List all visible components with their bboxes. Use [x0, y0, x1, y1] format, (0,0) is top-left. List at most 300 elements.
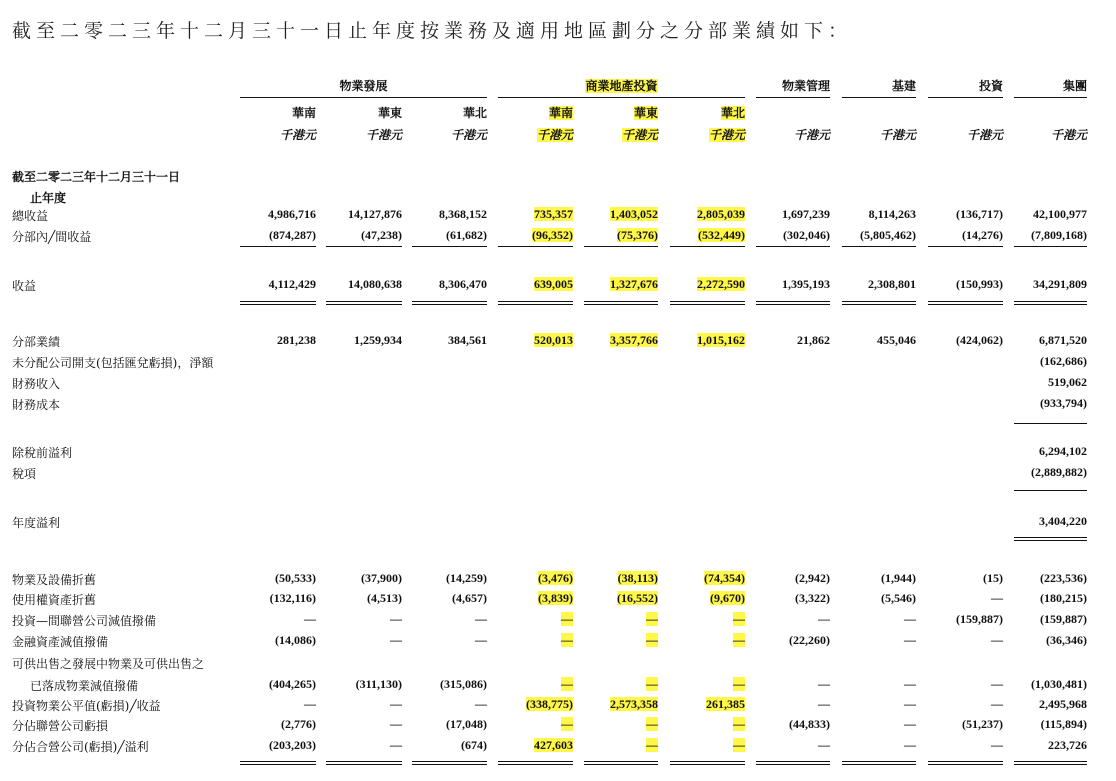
cell-value: — [904, 677, 916, 691]
unit-label: 千港元 [1050, 128, 1087, 142]
table-cell [659, 277, 745, 292]
cell-value: (3,322) [795, 591, 830, 605]
table-cell [487, 738, 573, 753]
cell-value: (47,238) [361, 228, 402, 242]
cell-value: — [646, 738, 658, 752]
cell-value: (315,086) [440, 677, 487, 691]
table-cell [401, 571, 487, 586]
table-cell [572, 228, 658, 243]
unit-header [830, 126, 916, 143]
region-header [487, 104, 573, 121]
cell-value: 3,404,220 [1039, 514, 1087, 528]
table-cell [917, 677, 1003, 692]
cell-value: (159,887) [956, 612, 1003, 626]
cell-value: (7,809,168) [1031, 228, 1087, 242]
cell-value: (22,260) [789, 633, 830, 647]
table-cell [659, 207, 745, 222]
table-cell [744, 333, 830, 348]
table-cell [830, 633, 916, 648]
table-cell [744, 571, 830, 586]
region-label: 華北 [720, 106, 745, 120]
cell-value: — [561, 612, 573, 626]
cell-value: (4,513) [367, 591, 402, 605]
region-header [401, 104, 487, 121]
cell-value: 8,306,470 [439, 277, 487, 291]
table-cell [744, 717, 830, 732]
cell-value: 2,308,801 [868, 277, 916, 291]
region-header [316, 104, 402, 121]
cell-value: 1,015,162 [697, 333, 745, 347]
unit-header [917, 126, 1003, 143]
cell-value: — [904, 717, 916, 731]
column-rule [928, 301, 1003, 305]
cell-value: — [991, 591, 1003, 605]
cell-value: (14,259) [446, 571, 487, 585]
table-cell [659, 228, 745, 243]
group-header [928, 77, 1003, 94]
table-cell [230, 697, 316, 712]
group-rule [240, 97, 487, 98]
row-label-profit-for-year: 年度溢利 [12, 516, 61, 530]
row-label-unallocated-expenses: 未分配公司開支(包括匯兌虧損)，淨額 [12, 356, 214, 370]
cell-value: 639,005 [534, 277, 573, 291]
group-rule [756, 97, 830, 98]
row-label-segment-results: 分部業績 [12, 335, 61, 349]
cell-value: — [475, 633, 487, 647]
column-rule [326, 761, 402, 765]
row-label-rou-depreciation: 使用權資產折舊 [12, 593, 97, 607]
unit-header [572, 126, 658, 143]
table-cell [830, 228, 916, 243]
cell-value: — [561, 717, 573, 731]
column-rule [842, 301, 916, 305]
group-header-label: 基建 [891, 79, 916, 93]
table-cell [1001, 697, 1087, 712]
table-cell [659, 571, 745, 586]
cell-value: (1,944) [881, 571, 916, 585]
cell-value: (674) [461, 738, 487, 752]
table-cell [917, 571, 1003, 586]
cell-value: (933,794) [1040, 396, 1087, 410]
cell-value: 2,805,039 [697, 207, 745, 221]
column-rule [240, 301, 316, 305]
cell-value: 2,573,358 [610, 697, 658, 711]
cell-value: 1,697,239 [782, 207, 830, 221]
table-cell [659, 333, 745, 348]
cell-value: — [904, 633, 916, 647]
table-cell [401, 612, 487, 627]
group-header-label: 物業管理 [781, 79, 830, 93]
table-cell [1001, 396, 1087, 411]
cell-value: 1,403,052 [610, 207, 658, 221]
table-cell [230, 333, 316, 348]
cell-value: (2,776) [281, 717, 316, 731]
cell-value: 223,726 [1048, 738, 1087, 752]
table-cell [659, 677, 745, 692]
column-rule [326, 301, 402, 305]
group-header-label: 物業發展 [339, 79, 388, 93]
row-label-tax: 稅項 [12, 467, 37, 481]
table-cell [230, 612, 316, 627]
table-cell [744, 612, 830, 627]
column-rule [756, 301, 830, 305]
cell-value: — [991, 738, 1003, 752]
group-header [498, 77, 745, 94]
cell-value: — [390, 697, 402, 711]
region-header [230, 104, 316, 121]
column-rule [1014, 301, 1087, 305]
unit-header [316, 126, 402, 143]
table-cell [487, 333, 573, 348]
region-header [659, 104, 745, 121]
table-cell [659, 633, 745, 648]
table-cell [316, 228, 402, 243]
column-rule [670, 301, 745, 305]
row-label-finance-income: 財務收入 [12, 377, 61, 391]
table-cell [830, 612, 916, 627]
unit-label: 千港元 [966, 128, 1003, 142]
group-rule [928, 97, 1003, 98]
group-header-label: 集團 [1062, 79, 1087, 93]
cell-value: — [646, 717, 658, 731]
unit-header [744, 126, 830, 143]
row-label-total-revenue: 總收益 [12, 209, 49, 223]
unit-label: 千港元 [450, 128, 487, 142]
cell-value: 2,272,590 [697, 277, 745, 291]
cell-value: — [733, 612, 745, 626]
column-rule [240, 246, 316, 247]
table-cell [230, 633, 316, 648]
table-cell [316, 571, 402, 586]
cell-value: (1,030,481) [1031, 677, 1087, 691]
region-label: 華南 [548, 106, 573, 120]
cell-value: — [818, 697, 830, 711]
table-cell [316, 591, 402, 606]
group-header [240, 77, 487, 94]
table-cell [917, 697, 1003, 712]
unit-header [1001, 126, 1087, 143]
group-header [1014, 77, 1087, 94]
table-cell [1001, 514, 1087, 529]
unit-label: 千港元 [365, 128, 402, 142]
table-cell [1001, 228, 1087, 243]
cell-value: — [904, 738, 916, 752]
page-title: 截至二零二三年十二月三十一日止年度按業務及適用地區劃分之分部業績如下： [12, 20, 853, 42]
table-cell [917, 591, 1003, 606]
table-cell [572, 697, 658, 712]
cell-value: — [390, 612, 402, 626]
unit-header [659, 126, 745, 143]
column-rule [670, 761, 745, 765]
cell-value: (874,287) [269, 228, 316, 242]
cell-value: 1,259,934 [354, 333, 402, 347]
cell-value: 8,114,263 [868, 207, 916, 221]
cell-value: (37,900) [361, 571, 402, 585]
table-cell [487, 612, 573, 627]
column-rule [412, 301, 487, 305]
column-rule [1014, 537, 1087, 541]
region-label: 華東 [633, 106, 658, 120]
table-cell [230, 277, 316, 292]
table-cell [572, 207, 658, 222]
table-cell [487, 591, 573, 606]
table-cell [917, 228, 1003, 243]
table-cell [401, 333, 487, 348]
table-cell [401, 717, 487, 732]
cell-value: (115,894) [1040, 717, 1087, 731]
table-cell [744, 228, 830, 243]
table-cell [487, 207, 573, 222]
cell-value: (2,942) [795, 571, 830, 585]
table-cell [401, 207, 487, 222]
cell-value: 455,046 [877, 333, 916, 347]
table-cell [572, 633, 658, 648]
table-cell [487, 571, 573, 586]
table-cell [830, 333, 916, 348]
table-cell [572, 571, 658, 586]
table-cell [659, 738, 745, 753]
column-rule [1014, 246, 1087, 247]
region-header [572, 104, 658, 121]
table-cell [487, 717, 573, 732]
cell-value: (17,048) [446, 717, 487, 731]
table-cell [401, 591, 487, 606]
cell-value: (3,476) [538, 571, 573, 585]
table-cell [917, 612, 1003, 627]
cell-value: — [390, 738, 402, 752]
table-cell [487, 697, 573, 712]
row-label-share-of-joint-ventures: 分佔合營公司(虧損)╱溢利 [12, 740, 149, 754]
table-cell [917, 207, 1003, 222]
table-cell [744, 738, 830, 753]
row-label-revenue: 收益 [12, 279, 37, 293]
table-cell [572, 677, 658, 692]
cell-value: (75,376) [617, 228, 658, 242]
cell-value: 261,385 [706, 697, 745, 711]
table-cell [316, 207, 402, 222]
cell-value: 6,294,102 [1039, 444, 1087, 458]
cell-value: — [304, 612, 316, 626]
column-rule [928, 761, 1003, 765]
cell-value: — [818, 612, 830, 626]
cell-value: 1,395,193 [782, 277, 830, 291]
column-rule [584, 761, 658, 765]
cell-value: (96,352) [532, 228, 573, 242]
table-cell [744, 277, 830, 292]
table-cell [316, 612, 402, 627]
row-label-associate-impairment: 投資—間聯營公司減值撥備 [12, 614, 157, 628]
group-header-label: 商業地產投資 [585, 79, 658, 93]
table-cell [744, 207, 830, 222]
cell-value: — [733, 717, 745, 731]
table-cell [659, 591, 745, 606]
column-rule [756, 246, 830, 247]
cell-value: (51,237) [962, 717, 1003, 731]
table-cell [401, 677, 487, 692]
table-cell [744, 697, 830, 712]
period-label: 截至二零二三年十二月三十一日 [12, 170, 181, 184]
table-cell [487, 228, 573, 243]
column-rule [842, 246, 916, 247]
table-cell [487, 633, 573, 648]
cell-value: 34,291,809 [1033, 277, 1087, 291]
unit-label: 千港元 [536, 128, 573, 142]
cell-value: — [733, 677, 745, 691]
cell-value: — [475, 697, 487, 711]
cell-value: (36,346) [1046, 633, 1087, 647]
table-cell [830, 277, 916, 292]
unit-label: 千港元 [793, 128, 830, 142]
column-rule [584, 301, 658, 305]
table-cell [401, 697, 487, 712]
cell-value: (16,552) [617, 591, 658, 605]
cell-value: (404,265) [269, 677, 316, 691]
table-cell [830, 738, 916, 753]
table-cell [1001, 677, 1087, 692]
cell-value: (424,062) [956, 333, 1003, 347]
table-cell [917, 277, 1003, 292]
cell-value: (5,546) [881, 591, 916, 605]
table-cell [230, 591, 316, 606]
table-cell [230, 207, 316, 222]
table-cell [744, 677, 830, 692]
cell-value: — [991, 677, 1003, 691]
table-cell [830, 571, 916, 586]
table-cell [1001, 375, 1087, 390]
table-cell [487, 277, 573, 292]
row-label-investment-property-fv: 投資物業公平值(虧損)╱收益 [12, 699, 161, 713]
table-cell [1001, 465, 1087, 480]
table-cell [1001, 277, 1087, 292]
row-label-share-of-associates: 分佔聯營公司虧損 [12, 719, 109, 733]
table-cell [830, 207, 916, 222]
cell-value: — [991, 633, 1003, 647]
table-cell [230, 717, 316, 732]
table-cell [1001, 333, 1087, 348]
table-cell [401, 228, 487, 243]
column-rule [498, 761, 573, 765]
cell-value: — [646, 612, 658, 626]
cell-value: (159,887) [1040, 612, 1087, 626]
cell-value: (136,717) [956, 207, 1003, 221]
table-cell [1001, 354, 1087, 369]
region-label: 華南 [291, 106, 316, 120]
table-cell [917, 333, 1003, 348]
table-cell [572, 333, 658, 348]
table-cell [230, 738, 316, 753]
cell-value: 14,127,876 [348, 207, 402, 221]
table-cell [830, 697, 916, 712]
column-rule [240, 761, 316, 765]
table-cell [1001, 207, 1087, 222]
unit-label: 千港元 [279, 128, 316, 142]
row-label-properties-impairment-line2: 已落成物業減值撥備 [30, 679, 139, 693]
region-label: 華北 [462, 106, 487, 120]
unit-label: 千港元 [879, 128, 916, 142]
cell-value: 735,357 [534, 207, 573, 221]
cell-value: — [475, 612, 487, 626]
table-cell [316, 697, 402, 712]
table-cell [1001, 633, 1087, 648]
cell-value: — [904, 612, 916, 626]
table-cell [830, 591, 916, 606]
unit-label: 千港元 [708, 128, 745, 142]
cell-value: (44,833) [789, 717, 830, 731]
cell-value: — [818, 738, 830, 752]
cell-value: — [733, 633, 745, 647]
cell-value: (74,354) [704, 571, 745, 585]
cell-value: (338,775) [526, 697, 573, 711]
table-cell [572, 717, 658, 732]
table-cell [917, 738, 1003, 753]
cell-value: (38,113) [617, 571, 658, 585]
group-header [756, 77, 830, 94]
cell-value: (162,686) [1040, 354, 1087, 368]
cell-value: (302,046) [783, 228, 830, 242]
table-cell [659, 697, 745, 712]
cell-value: 4,112,429 [268, 277, 316, 291]
row-label-finance-costs: 財務成本 [12, 398, 61, 412]
table-cell [316, 677, 402, 692]
column-rule [842, 761, 916, 765]
cell-value: — [561, 633, 573, 647]
cell-value: 4,986,716 [268, 207, 316, 221]
table-cell [572, 591, 658, 606]
column-rule [498, 301, 573, 305]
cell-value: — [904, 697, 916, 711]
cell-value: — [733, 738, 745, 752]
table-cell [401, 277, 487, 292]
group-rule [842, 97, 916, 98]
table-cell [744, 591, 830, 606]
table-cell [1001, 444, 1087, 459]
column-rule [1014, 423, 1087, 424]
cell-value: 21,862 [797, 333, 830, 347]
cell-value: (14,276) [962, 228, 1003, 242]
cell-value: 519,062 [1048, 375, 1087, 389]
table-cell [830, 677, 916, 692]
cell-value: (150,993) [956, 277, 1003, 291]
cell-value: 281,238 [277, 333, 316, 347]
unit-header [487, 126, 573, 143]
cell-value: 8,368,152 [439, 207, 487, 221]
cell-value: (180,215) [1040, 591, 1087, 605]
cell-value: 520,013 [534, 333, 573, 347]
table-cell [572, 738, 658, 753]
table-cell [401, 738, 487, 753]
table-cell [316, 277, 402, 292]
table-cell [572, 612, 658, 627]
unit-header [230, 126, 316, 143]
cell-value: (532,449) [698, 228, 745, 242]
table-cell [230, 677, 316, 692]
table-cell [316, 738, 402, 753]
table-cell [744, 633, 830, 648]
row-label-properties-impairment-line1: 可供出售之發展中物業及可供出售之 [12, 657, 205, 671]
column-rule [498, 246, 573, 247]
period-label: 止年度 [30, 191, 67, 205]
table-cell [230, 571, 316, 586]
column-rule [412, 761, 487, 765]
table-cell [1001, 738, 1087, 753]
group-rule [498, 97, 745, 98]
row-label-ppe-depreciation: 物業及設備折舊 [12, 573, 97, 587]
cell-value: 2,495,968 [1039, 697, 1087, 711]
cell-value: (223,536) [1040, 571, 1087, 585]
group-rule [1014, 97, 1087, 98]
table-cell [659, 717, 745, 732]
column-rule [756, 761, 830, 765]
